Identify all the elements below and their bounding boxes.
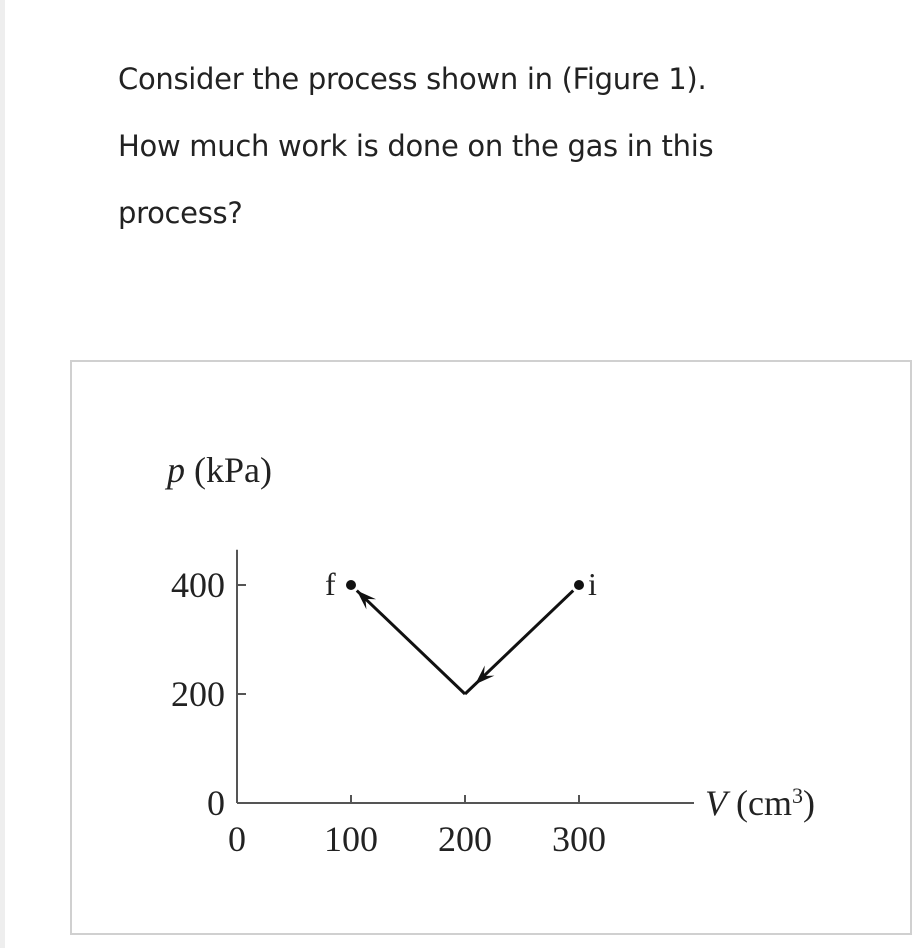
y-tick-label: 400 bbox=[171, 565, 225, 605]
y-tick-label: 200 bbox=[171, 674, 225, 714]
pv-diagram bbox=[72, 362, 910, 933]
process-segment bbox=[357, 591, 465, 694]
state-point-i bbox=[574, 580, 584, 590]
x-tick-label: 0 bbox=[228, 819, 246, 859]
figure-1 bbox=[70, 360, 912, 935]
question-text bbox=[118, 46, 878, 247]
process-path bbox=[325, 566, 597, 694]
y-tick-label: 0 bbox=[207, 783, 225, 823]
state-label-f: f bbox=[325, 566, 336, 602]
y-axis-title: p (kPa) bbox=[167, 450, 272, 490]
state-point-f bbox=[346, 580, 356, 590]
x-tick-label: 300 bbox=[552, 819, 606, 859]
x-tick-label: 100 bbox=[324, 819, 378, 859]
left-border bbox=[0, 0, 5, 948]
x-axis-title: V $(cm^3)$ bbox=[705, 783, 815, 823]
axes bbox=[237, 550, 694, 803]
question-line-3: process? bbox=[118, 196, 243, 230]
question-line-1: Consider the process shown in (Figure 1). bbox=[118, 62, 707, 96]
question-line-2: How much work is done on the gas in this bbox=[118, 129, 714, 163]
state-label-i: i bbox=[588, 566, 597, 602]
x-tick-label: 200 bbox=[438, 819, 492, 859]
